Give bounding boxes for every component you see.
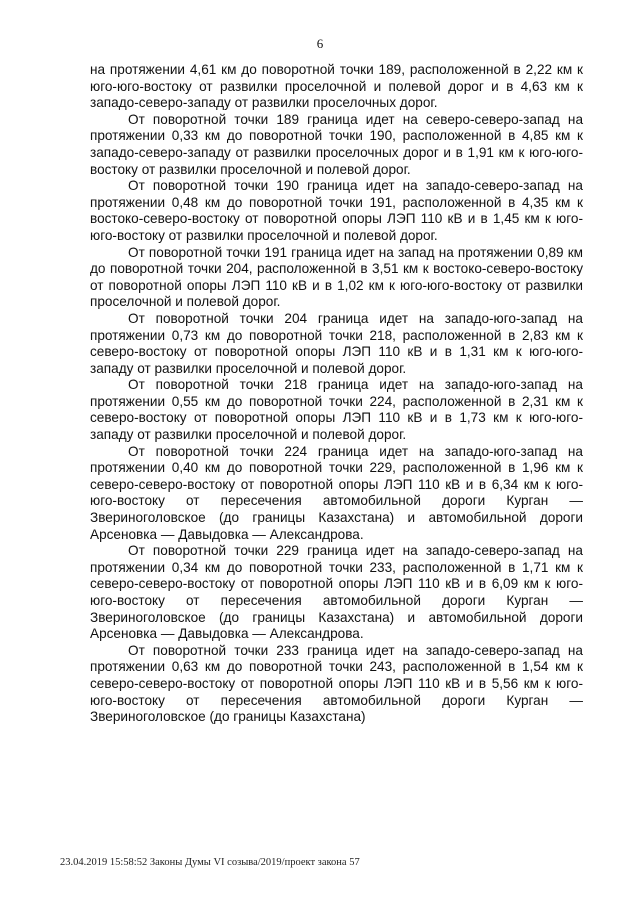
paragraph: От поворотной точки 229 граница идет на западо-северо-запад на протяжении 0,34 км до поворотной точки 233, расположенной в 1,71 км к северо-северо-востоку от поворотной опоры ЛЭП 110 кВ и в 6,09 км к юго-юго-востоку от пересечения автомобильной дороги Курган — Звериноголовское (до границы Казахстана) и автомобильной дороги Арсеновка — Давыдовка — Александрова. (90, 543, 583, 642)
paragraph: От поворотной точки 218 граница идет на западо-юго-запад на протяжении 0,55 км до поворотной точки 224, расположенной в 2,31 км к северо-востоку от поворотной опоры ЛЭП 110 кВ и в 1,73 км к юго-юго-западу от развилки проселочной и полевой дорог. (90, 377, 583, 443)
paragraph: От поворотной точки 189 граница идет на северо-северо-запад на протяжении 0,33 км до поворотной точки 190, расположенной в 4,85 км к западо-северо-западу от развилки проселочных дорог и в 1,91 км к юго-юго-востоку от развилки проселочной и полевой дорог. (90, 111, 583, 177)
paragraph: От поворотной точки 233 граница идет на западо-северо-запад на протяжении 0,63 км до поворотной точки 243, расположенной в 1,54 км к северо-северо-востоку от поворотной опоры ЛЭП 110 кВ и в 5,56 км к юго-юго-востоку от пересечения автомобильной дороги Курган — Звериноголовское (до границы Казахстана) (90, 642, 583, 725)
paragraph: От поворотной точки 191 граница идет на запад на протяжении 0,89 км до поворотной точки 204, расположенной в 3,51 км к востоко-северо-востоку от поворотной опоры ЛЭП 110 кВ и в 1,02 км к юго-юго-востоку от развилки проселочной и полевой дорог. (90, 244, 583, 310)
paragraph: на протяжении 4,61 км до поворотной точки 189, расположенной в 2,22 км к юго-юго-востоку от развилки проселочной и полевой дорог и в 4,63 км к западо-северо-западу от развилки проселочных дорог. (90, 62, 583, 111)
page-number: 6 (316, 36, 324, 51)
document-body (90, 62, 583, 726)
paragraph: От поворотной точки 190 граница идет на западо-северо-запад на протяжении 0,48 км до поворотной точки 191, расположенной в 4,35 км к востоко-северо-востоку от поворотной опоры ЛЭП 110 кВ и в 1,45 км к юго-юго-востоку от развилки проселочной и полевой дорог. (90, 178, 583, 243)
paragraph: От поворотной точки 224 граница идет на западо-юго-запад на протяжении 0,40 км до поворотной точки 229, расположенной в 1,96 км к северо-северо-востоку от поворотной опоры ЛЭП 110 кВ и в 6,34 км к юго-юго-востоку от пересечения автомобильной дороги Курган — Звериноголовское (до границы Казахстана) и автомобильной дороги Арсеновка — Давыдовка — Александрова. (90, 443, 583, 542)
paragraph: От поворотной точки 204 граница идет на западо-юго-запад на протяжении 0,73 км до поворотной точки 218, расположенной в 2,83 км к северо-востоку от поворотной опоры ЛЭП 110 кВ и в 1,31 км к юго-юго-западу от развилки проселочной и полевой дорог. (90, 310, 583, 376)
document-footer: 23.04.2019 15:58:52 Законы Думы VI созыва/2019/проект закона 57 (60, 857, 360, 868)
